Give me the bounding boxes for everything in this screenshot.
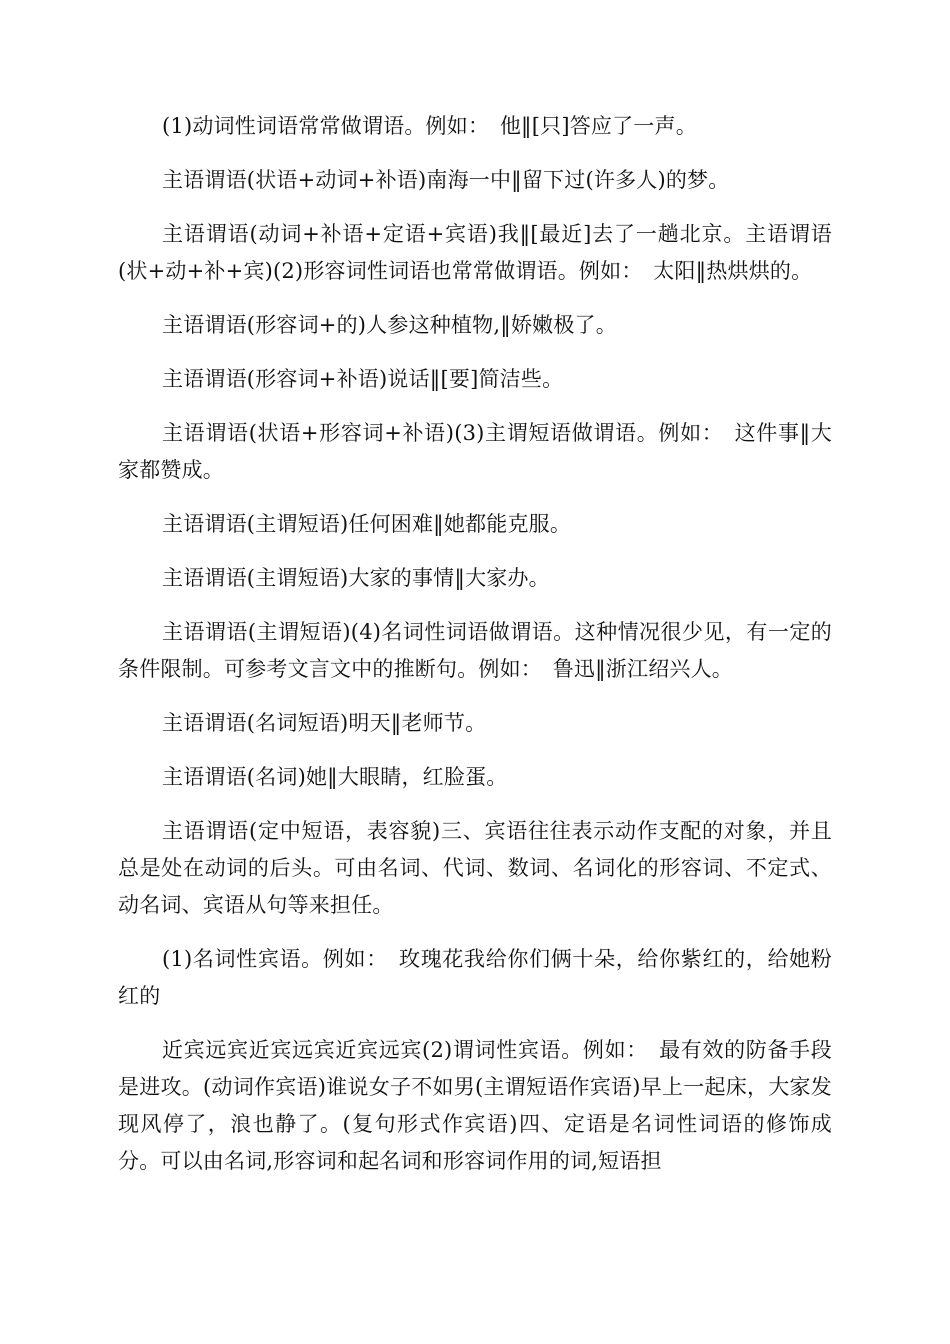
- paragraph: 主语谓语(形容词+补语)说话‖[要]简洁些。: [162, 367, 564, 391]
- paragraph: 主语谓语(主谓短语)任何困难‖她都能克服。: [162, 512, 572, 536]
- paragraph: 主语谓语(状语+动词+补语)南海一中‖留下过(许多人)的梦。: [162, 168, 730, 192]
- paragraph: 主语谓语(名词)她‖大眼睛，红脸蛋。: [162, 765, 508, 789]
- paragraph: (1)名词性宾语。例如： 玫瑰花我给你们俩十朵，给你紫红的，给她粉红的: [118, 947, 832, 1008]
- paragraph: 主语谓语(定中短语，表容貌)三、宾语往往表示动作支配的对象，并且总是处在动词的后头。可由名词、代词、数词、名词化的形容词、不定式、动名词、宾语从句等来担任。: [118, 819, 832, 917]
- paragraph: 主语谓语(动词+补语+定语+宾语)我‖[最近]去了一趟北京。主语谓语(状+动+补+宾)(2)形容词性词语也常常做谓语。例如： 太阳‖热烘烘的。: [118, 222, 832, 283]
- paragraph: 主语谓语(状语+形容词+补语)(3)主谓短语做谓语。例如： 这件事‖大家都赞成。: [118, 421, 832, 482]
- paragraph: 主语谓语(名词短语)明天‖老师节。: [162, 711, 487, 735]
- paragraph: (1)动词性词语常常做谓语。例如： 他‖[只]答应了一声。: [162, 114, 697, 138]
- paragraph: 主语谓语(主谓短语)大家的事情‖大家办。: [162, 566, 550, 590]
- document-body: [118, 108, 832, 1197]
- paragraph: 主语谓语(形容词+的)人参这种植物,‖娇嫩极了。: [162, 313, 617, 337]
- paragraph: 主语谓语(主谓短语)(4)名词性词语做谓语。这种情况很少见，有一定的条件限制。可参考文言文中的推断句。例如： 鲁迅‖浙江绍兴人。: [118, 620, 832, 681]
- paragraph: 近宾远宾近宾远宾近宾远宾(2)谓词性宾语。例如： 最有效的防备手段是进攻。(动词作宾语)谁说女子不如男(主谓短语作宾语)早上一起床，大家发现风停了，浪也静了。(复句形式作宾语)四、定语是名词性词语的修饰成分。可以由名词,形容词和起名词和形容词作用的词,短语担: [118, 1038, 832, 1173]
